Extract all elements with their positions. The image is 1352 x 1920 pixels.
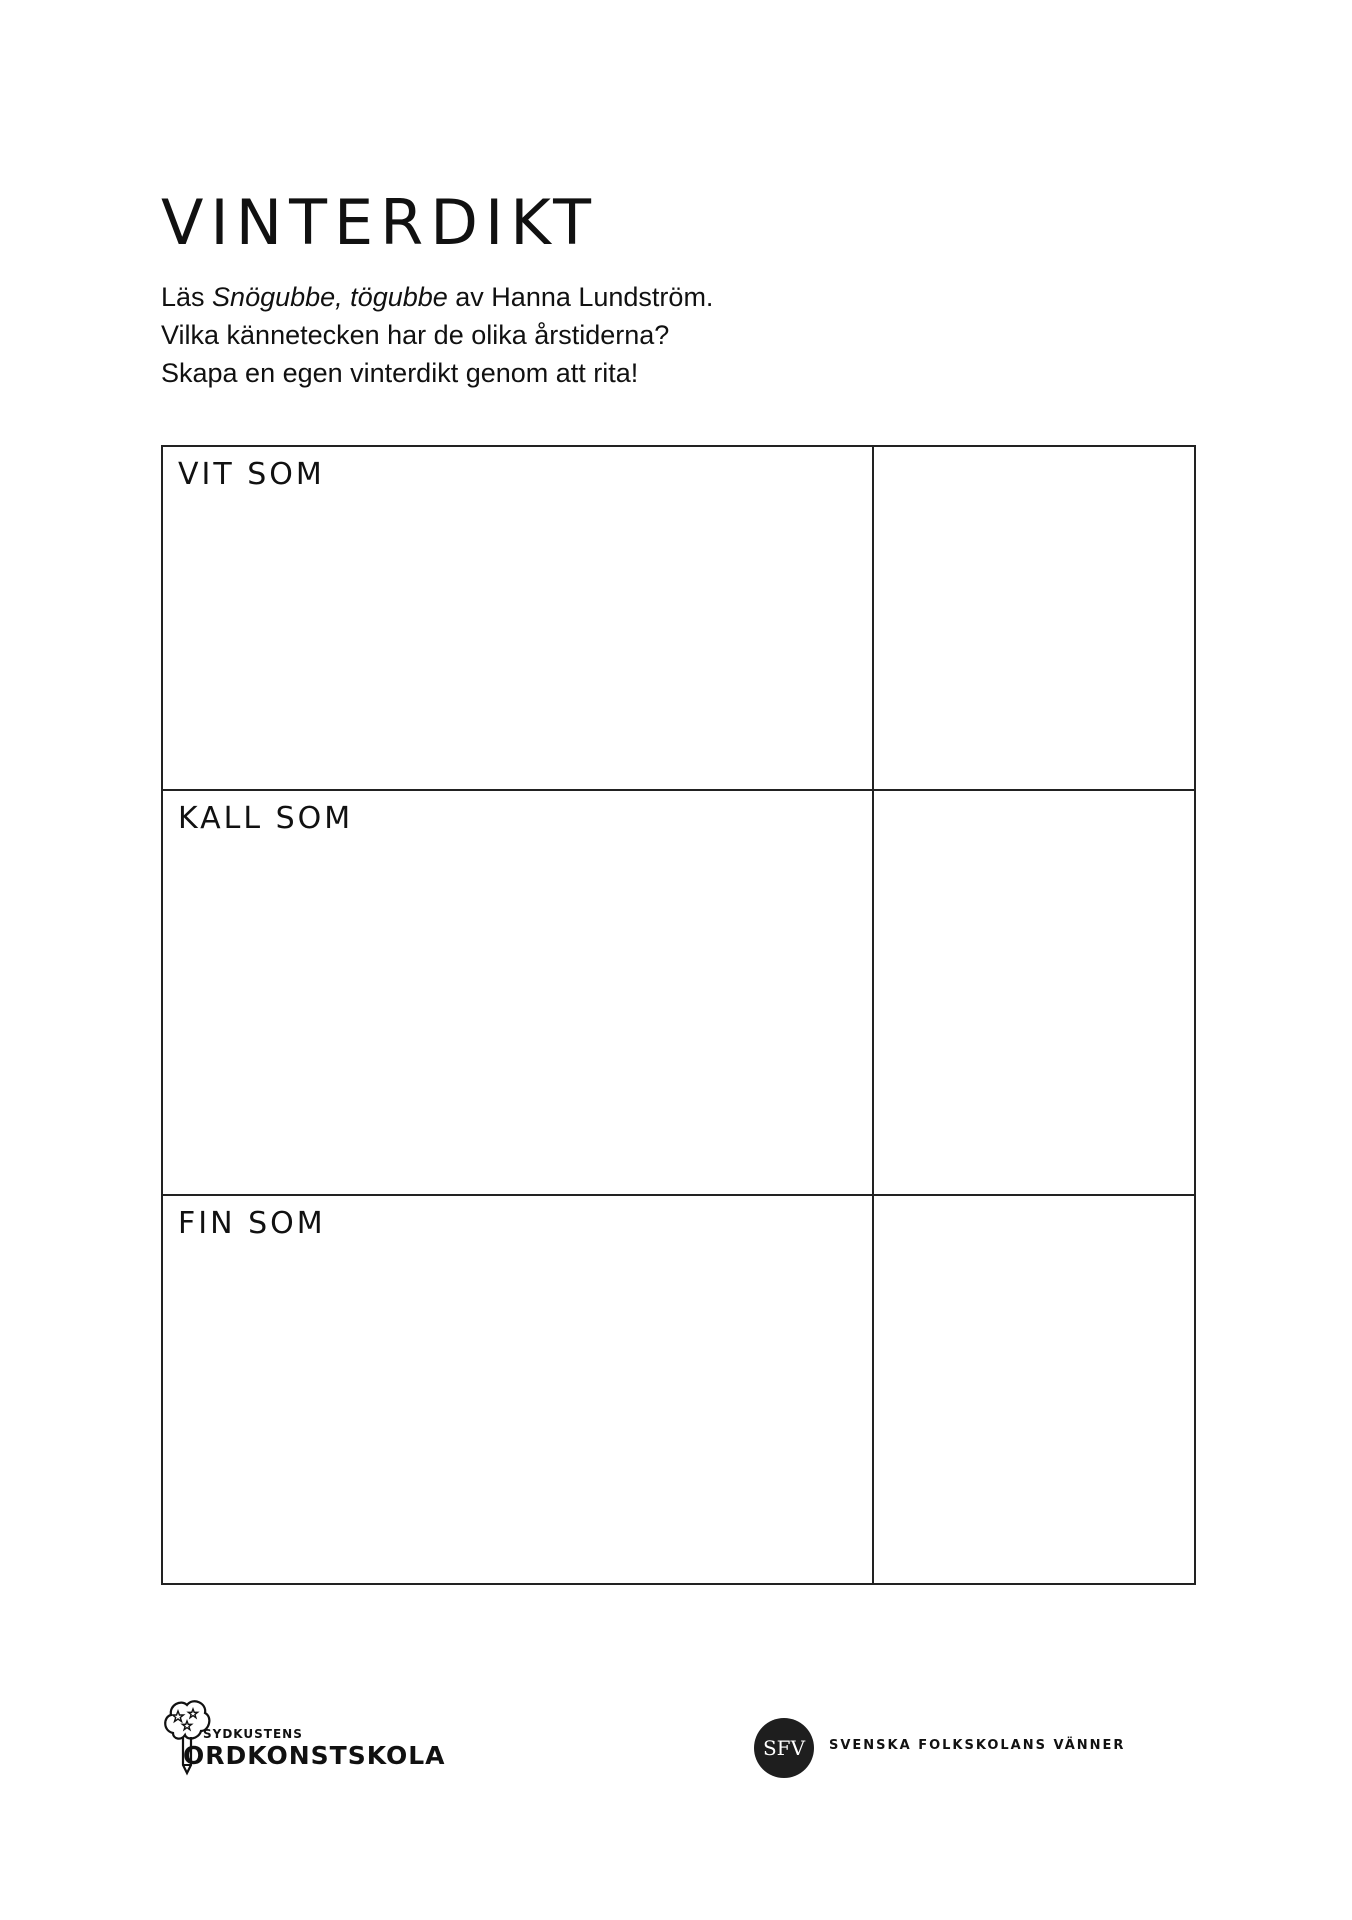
intro-text bbox=[161, 278, 713, 392]
sfv-logo bbox=[754, 1714, 1126, 1784]
draw-cell-vit[interactable] bbox=[163, 447, 874, 791]
intro-line-3: Skapa en egen vinterdikt genom att rita! bbox=[161, 358, 639, 388]
drawing-grid bbox=[161, 445, 1196, 1585]
side-cell-vit[interactable] bbox=[874, 447, 1194, 791]
draw-cell-kall[interactable] bbox=[163, 791, 874, 1196]
logo-big-text: ORDKONSTSKOLA bbox=[183, 1741, 446, 1770]
book-title: Snögubbe, tögubbe bbox=[212, 282, 448, 312]
sfv-logo-text: SVENSKA FOLKSKOLANS VÄNNER bbox=[829, 1738, 1126, 1753]
row-label-fin: FIN SOM bbox=[178, 1206, 326, 1241]
intro-line-1: Läs Snögubbe, tögubbe av Hanna Lundström. bbox=[161, 282, 714, 312]
side-cell-fin[interactable] bbox=[874, 1196, 1194, 1583]
sfv-circle-logo: SFV bbox=[754, 1718, 814, 1778]
intro-line-2: Vilka kännetecken har de olika årstiderna? bbox=[161, 320, 670, 350]
page-title: VINTERDIKT bbox=[161, 185, 598, 259]
side-cell-kall[interactable] bbox=[874, 791, 1194, 1196]
row-label-vit: VIT SOM bbox=[178, 457, 325, 492]
draw-cell-fin[interactable] bbox=[163, 1196, 874, 1583]
row-label-kall: KALL SOM bbox=[178, 801, 354, 836]
logo-small-text: SYDKUSTENS bbox=[203, 1727, 303, 1741]
ordkonstskola-logo bbox=[161, 1695, 446, 1785]
